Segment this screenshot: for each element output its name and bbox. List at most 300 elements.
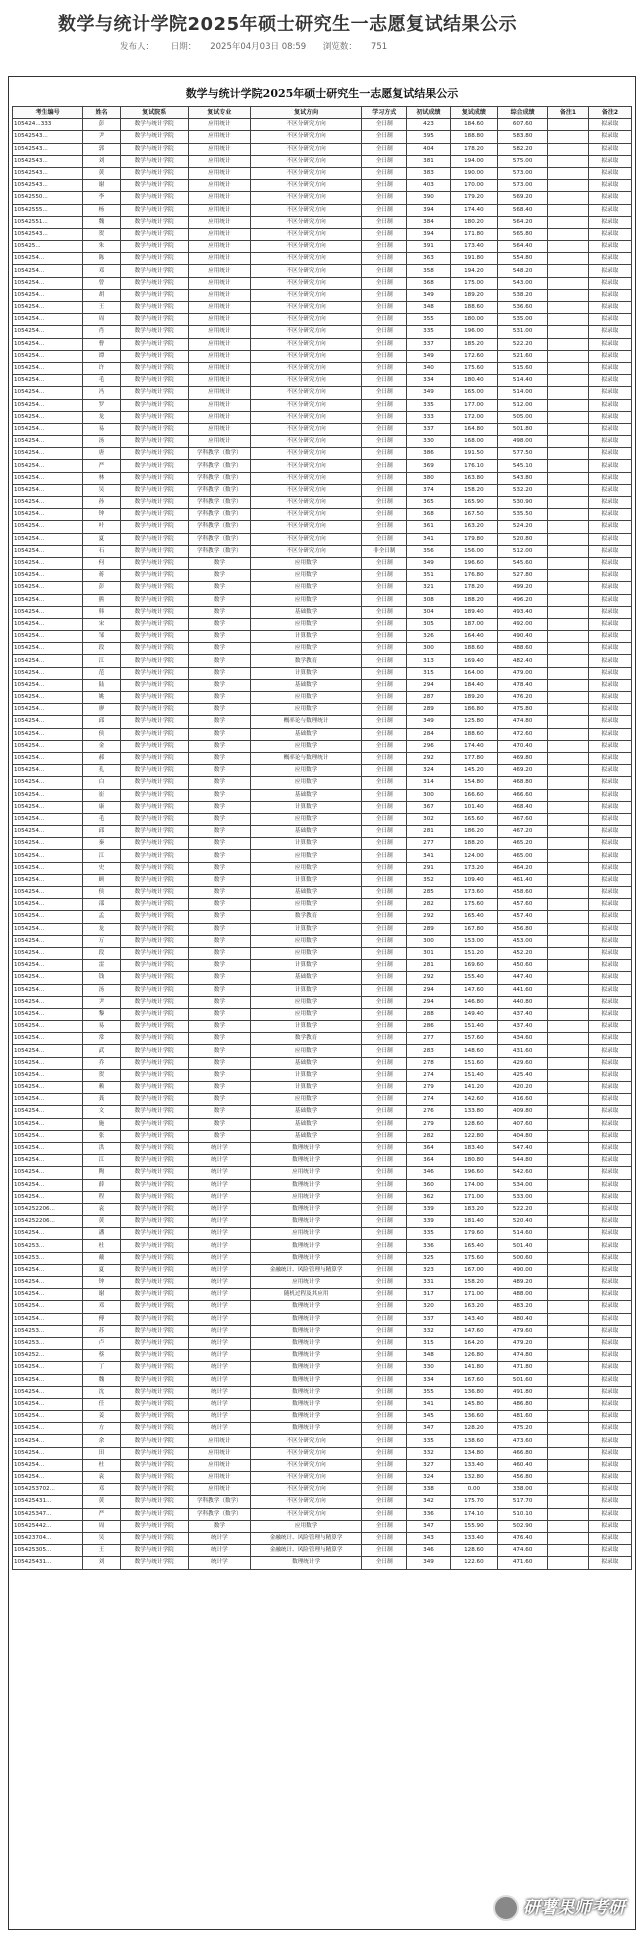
table-cell: 289 (407, 923, 450, 935)
table-cell: 拟录取 (588, 1130, 631, 1142)
table-cell: 全日制 (362, 448, 407, 460)
table-cell: 479.60 (498, 1325, 548, 1337)
table-cell: 300 (407, 643, 450, 655)
table-cell: 数学与统计学院 (120, 1057, 188, 1069)
table-cell (548, 850, 589, 862)
table-cell: 不区分研究方向 (251, 216, 362, 228)
table-cell: 赖 (83, 1082, 120, 1094)
table-cell: 拟录取 (588, 497, 631, 509)
table-cell (548, 1021, 589, 1033)
table-row (13, 813, 632, 825)
table-cell: 339 (407, 1203, 450, 1215)
table-cell: 349 (407, 557, 450, 569)
table-cell: 应用数学 (251, 740, 362, 752)
table-cell: 1054254... (13, 740, 83, 752)
table-cell: 不区分研究方向 (251, 545, 362, 557)
table-cell: 317 (407, 1289, 450, 1301)
table-row (13, 1459, 632, 1471)
table-cell: 472.60 (498, 728, 548, 740)
table-cell: 拟录取 (588, 265, 631, 277)
table-cell: 黄 (83, 167, 120, 179)
table-cell: 拟录取 (588, 679, 631, 691)
table-cell: 全日制 (362, 740, 407, 752)
table-cell: 全日制 (362, 314, 407, 326)
table-cell: 全日制 (362, 241, 407, 253)
table-row (13, 923, 632, 935)
table-cell: 数学与统计学院 (120, 155, 188, 167)
table-cell: 数学 (188, 740, 250, 752)
table-cell: 数学与统计学院 (120, 1350, 188, 1362)
table-row (13, 326, 632, 338)
table-cell: 530.90 (498, 497, 548, 509)
table-cell: 184.40 (450, 679, 498, 691)
table-cell: 1054254... (13, 679, 83, 691)
table-cell: 147.60 (450, 984, 498, 996)
table-cell: 数学 (188, 1045, 250, 1057)
table-cell: 拟录取 (588, 1228, 631, 1240)
table-cell: 395 (407, 131, 450, 143)
table-cell: 全日制 (362, 570, 407, 582)
table-cell (548, 1557, 589, 1569)
table-cell: 全日制 (362, 679, 407, 691)
table-cell: 289 (407, 704, 450, 716)
table-cell: 456.80 (498, 923, 548, 935)
table-cell: 数理统计学 (251, 1398, 362, 1410)
table-cell: 577.50 (498, 448, 548, 460)
table-cell: 应用统计 (188, 1459, 250, 1471)
table-cell: 数学与统计学院 (120, 399, 188, 411)
table-cell: 151.40 (450, 1021, 498, 1033)
table-cell: 拟录取 (588, 1094, 631, 1106)
table-cell: 数学与统计学院 (120, 180, 188, 192)
table-cell: 数学 (188, 923, 250, 935)
table-row (13, 448, 632, 460)
table-cell: 1054253... (13, 1325, 83, 1337)
table-row (13, 375, 632, 387)
table-cell: 统计学 (188, 1252, 250, 1264)
watermark-logo-icon (493, 1895, 519, 1921)
table-cell (548, 1264, 589, 1276)
table-cell (548, 1435, 589, 1447)
table-cell: 全日制 (362, 436, 407, 448)
table-cell: 雷 (83, 960, 120, 972)
table-cell: 统计学 (188, 1240, 250, 1252)
table-cell: 学科教学（数学） (188, 460, 250, 472)
table-cell: 166.60 (450, 789, 498, 801)
table-cell: 金融统计、风险管理与精算学 (251, 1264, 362, 1276)
table-cell: 473.60 (498, 1435, 548, 1447)
table-row (13, 899, 632, 911)
table-cell: 136.80 (450, 1386, 498, 1398)
table-cell: 数学与统计学院 (120, 1545, 188, 1557)
table-cell: 不区分研究方向 (251, 204, 362, 216)
table-row (13, 1167, 632, 1179)
table-cell: 史 (83, 862, 120, 874)
table-cell: 524.20 (498, 521, 548, 533)
table-cell: 应用数学 (251, 777, 362, 789)
table-cell: 466.60 (498, 789, 548, 801)
table-cell: 165.60 (450, 813, 498, 825)
table-cell: 469.80 (498, 752, 548, 764)
table-cell: 数学与统计学院 (120, 1021, 188, 1033)
table-cell: 数理统计学 (251, 1216, 362, 1228)
table-row (13, 777, 632, 789)
table-cell: 万 (83, 935, 120, 947)
table-cell (548, 1313, 589, 1325)
table-cell (548, 436, 589, 448)
table-cell (548, 545, 589, 557)
table-cell (548, 131, 589, 143)
table-cell: 全日制 (362, 265, 407, 277)
table-row (13, 180, 632, 192)
table-cell: 141.20 (450, 1082, 498, 1094)
table-cell: 严 (83, 460, 120, 472)
table-cell: 拟录取 (588, 740, 631, 752)
table-cell (548, 1069, 589, 1081)
table-cell: 数学与统计学院 (120, 1216, 188, 1228)
table-cell: 数理统计学 (251, 1325, 362, 1337)
table-cell: 全日制 (362, 1313, 407, 1325)
table-cell: 易 (83, 1021, 120, 1033)
table-cell: 计算数学 (251, 1021, 362, 1033)
table-cell: 数学 (188, 643, 250, 655)
table-row (13, 362, 632, 374)
table-cell: 应用统计 (188, 216, 250, 228)
table-cell: 349 (407, 1557, 450, 1569)
table-cell: 501.60 (498, 1374, 548, 1386)
table-cell: 380 (407, 472, 450, 484)
table-cell: 全日制 (362, 1155, 407, 1167)
table-cell: 孔 (83, 765, 120, 777)
table-cell: 全日制 (362, 1216, 407, 1228)
table-cell: 程 (83, 1191, 120, 1203)
table-cell: 全日制 (362, 594, 407, 606)
table-cell: 1054254... (13, 1057, 83, 1069)
table-cell: 573.00 (498, 180, 548, 192)
table-cell: 数学与统计学院 (120, 789, 188, 801)
table-cell: 拟录取 (588, 192, 631, 204)
table-cell: 468.40 (498, 801, 548, 813)
table-row (13, 1313, 632, 1325)
table-cell: 数学与统计学院 (120, 1398, 188, 1410)
table-cell: 336 (407, 1240, 450, 1252)
table-cell: 175.60 (450, 1252, 498, 1264)
table-cell: 全日制 (362, 1496, 407, 1508)
table-cell: 全日制 (362, 1398, 407, 1410)
table-cell: 367 (407, 801, 450, 813)
table-cell: 罗 (83, 399, 120, 411)
table-cell: 江 (83, 655, 120, 667)
table-cell: 338.00 (498, 1484, 548, 1496)
table-cell: 364 (407, 1142, 450, 1154)
table-cell: 全日制 (362, 521, 407, 533)
table-cell: 281 (407, 826, 450, 838)
table-cell: 1054254... (13, 265, 83, 277)
table-cell: 概率论与数理统计 (251, 716, 362, 728)
table-cell: 337 (407, 338, 450, 350)
table-cell: 数学与统计学院 (120, 143, 188, 155)
table-cell: 邱 (83, 716, 120, 728)
table-cell: 全日制 (362, 1277, 407, 1289)
table-cell: 数学与统计学院 (120, 326, 188, 338)
table-cell: 拟录取 (588, 704, 631, 716)
table-row (13, 838, 632, 850)
table-cell: 不区分研究方向 (251, 448, 362, 460)
table-cell: 全日制 (362, 704, 407, 716)
table-cell: 358 (407, 265, 450, 277)
table-cell: 拟录取 (588, 728, 631, 740)
table-row (13, 1203, 632, 1215)
table-cell: 1054254... (13, 1155, 83, 1167)
table-cell: 404 (407, 143, 450, 155)
table-cell: 141.80 (450, 1362, 498, 1374)
table-cell: 1054254... (13, 1045, 83, 1057)
table-cell: 334 (407, 375, 450, 387)
table-cell: 533.00 (498, 1191, 548, 1203)
table-cell: 曾 (83, 277, 120, 289)
table-cell: 327 (407, 1459, 450, 1471)
table-row (13, 1337, 632, 1349)
table-cell: 不区分研究方向 (251, 338, 362, 350)
table-cell: 534.00 (498, 1179, 548, 1191)
table-cell: 174.10 (450, 1508, 498, 1520)
table-cell: 274 (407, 1069, 450, 1081)
table-cell: 数学与统计学院 (120, 606, 188, 618)
table-cell: 105423704... (13, 1532, 83, 1544)
table-cell: 数学与统计学院 (120, 1423, 188, 1435)
table-cell: 段 (83, 643, 120, 655)
table-cell: 数学与统计学院 (120, 728, 188, 740)
table-cell: 周 (83, 1520, 120, 1532)
column-header: 考生编号 (13, 107, 83, 119)
table-row (13, 1179, 632, 1191)
table-cell: 536.60 (498, 302, 548, 314)
table-cell: 应用数学 (251, 557, 362, 569)
table-cell: 数学与统计学院 (120, 838, 188, 850)
table-row (13, 228, 632, 240)
table-cell: 全日制 (362, 935, 407, 947)
table-cell: 数学与统计学院 (120, 1337, 188, 1349)
column-header: 备注2 (588, 107, 631, 119)
table-cell: 全日制 (362, 777, 407, 789)
table-cell: 数学与统计学院 (120, 887, 188, 899)
table-cell: 拟录取 (588, 241, 631, 253)
table-cell: 数学与统计学院 (120, 1496, 188, 1508)
table-cell: 方 (83, 1423, 120, 1435)
table-row (13, 557, 632, 569)
table-row (13, 1008, 632, 1020)
table-cell: 476.20 (498, 692, 548, 704)
table-cell: 1054254... (13, 1277, 83, 1289)
table-cell: 全日制 (362, 728, 407, 740)
table-row (13, 484, 632, 496)
table-cell: 1054254... (13, 1264, 83, 1276)
table-cell: 450.60 (498, 960, 548, 972)
table-cell: 346 (407, 1167, 450, 1179)
table-cell: 154.80 (450, 777, 498, 789)
table-cell: 492.00 (498, 618, 548, 630)
table-cell: 数学与统计学院 (120, 1191, 188, 1203)
table-cell: 彭 (83, 119, 120, 131)
table-cell: 全日制 (362, 850, 407, 862)
table-cell: 数学 (188, 728, 250, 740)
table-cell (548, 375, 589, 387)
table-cell: 数学与统计学院 (120, 801, 188, 813)
table-cell: 474.80 (498, 716, 548, 728)
table-cell: 拟录取 (588, 1179, 631, 1191)
table-cell: 292 (407, 752, 450, 764)
table-cell: 数学与统计学院 (120, 338, 188, 350)
table-cell (548, 972, 589, 984)
table-row (13, 716, 632, 728)
table-cell: 188.60 (450, 302, 498, 314)
page-header (0, 0, 640, 68)
table-cell: 全日制 (362, 1130, 407, 1142)
publisher-label: 发布人： (120, 42, 155, 52)
table-row (13, 1106, 632, 1118)
table-cell: 1054254... (13, 1179, 83, 1191)
table-cell: 全日制 (362, 1301, 407, 1313)
table-cell: 607.60 (498, 119, 548, 131)
table-cell: 应用统计 (188, 180, 250, 192)
table-cell: 1054254... (13, 716, 83, 728)
table-row (13, 1277, 632, 1289)
table-cell: 应用数学 (251, 582, 362, 594)
column-header: 复试专业 (188, 107, 250, 119)
table-cell (548, 484, 589, 496)
table-cell: 全日制 (362, 1008, 407, 1020)
table-cell (548, 338, 589, 350)
table-cell: 338 (407, 1484, 450, 1496)
table-cell: 全日制 (362, 1423, 407, 1435)
table-cell: 全日制 (362, 789, 407, 801)
table-cell: 统计学 (188, 1362, 250, 1374)
table-cell: 拟录取 (588, 1496, 631, 1508)
table-cell (548, 1130, 589, 1142)
table-cell (548, 1118, 589, 1130)
table-cell: 279 (407, 1118, 450, 1130)
table-cell: 全日制 (362, 289, 407, 301)
table-cell: 拟录取 (588, 1118, 631, 1130)
table-cell: 478.40 (498, 679, 548, 691)
table-cell: 10542543... (13, 228, 83, 240)
table-cell: 457.40 (498, 911, 548, 923)
table-cell: 数学与统计学院 (120, 1008, 188, 1020)
table-cell: 应用数学 (251, 813, 362, 825)
table-cell: 320 (407, 1301, 450, 1313)
table-cell: 拟录取 (588, 911, 631, 923)
table-cell: 1054254... (13, 960, 83, 972)
table-cell: 349 (407, 387, 450, 399)
table-cell: 拟录取 (588, 1008, 631, 1020)
table-cell: 全日制 (362, 1167, 407, 1179)
table-cell: 167.80 (450, 923, 498, 935)
table-cell: 数学与统计学院 (120, 704, 188, 716)
table-cell (548, 1423, 589, 1435)
table-cell: 统计学 (188, 1228, 250, 1240)
table-cell (548, 826, 589, 838)
table-cell: 181.40 (450, 1216, 498, 1228)
table-row (13, 1228, 632, 1240)
table-cell: 全日制 (362, 1069, 407, 1081)
table-cell: 不区分研究方向 (251, 192, 362, 204)
table-cell: 515.60 (498, 362, 548, 374)
table-cell: 廖 (83, 704, 120, 716)
table-cell: 334 (407, 1374, 450, 1386)
table-cell: 全日制 (362, 655, 407, 667)
table-cell: 461.40 (498, 874, 548, 886)
table-cell: 1054253... (13, 1252, 83, 1264)
table-cell: 1054254... (13, 1411, 83, 1423)
table-cell: 343 (407, 1532, 450, 1544)
table-cell: 全日制 (362, 1057, 407, 1069)
table-cell: 522.20 (498, 1203, 548, 1215)
table-cell: 409.80 (498, 1106, 548, 1118)
table-cell: 数学与统计学院 (120, 667, 188, 679)
table-cell: 基础数学 (251, 728, 362, 740)
table-cell (548, 265, 589, 277)
table-cell: 全日制 (362, 509, 407, 521)
table-cell: 467.60 (498, 813, 548, 825)
table-cell (548, 679, 589, 691)
table-cell: 数学与统计学院 (120, 923, 188, 935)
table-cell: 数学与统计学院 (120, 131, 188, 143)
table-cell: 拟录取 (588, 935, 631, 947)
table-cell: 数学与统计学院 (120, 594, 188, 606)
table-row (13, 1447, 632, 1459)
table-cell: 金融统计、风险管理与精算学 (251, 1532, 362, 1544)
table-cell: 邓 (83, 1301, 120, 1313)
table-cell: 全日制 (362, 228, 407, 240)
table-cell: 数学与统计学院 (120, 472, 188, 484)
table-cell: 数学与统计学院 (120, 1033, 188, 1045)
table-cell: 拟录取 (588, 631, 631, 643)
column-header: 复试方向 (251, 107, 362, 119)
table-cell: 全日制 (362, 716, 407, 728)
table-cell: 拟录取 (588, 1264, 631, 1276)
table-cell: 全日制 (362, 838, 407, 850)
table-cell (548, 1325, 589, 1337)
table-cell: 拟录取 (588, 1459, 631, 1471)
table-cell: 1054253702... (13, 1484, 83, 1496)
table-cell: 不区分研究方向 (251, 399, 362, 411)
table-cell: 300 (407, 789, 450, 801)
table-cell (548, 1045, 589, 1057)
table-cell: 邓 (83, 1484, 120, 1496)
table-cell (548, 533, 589, 545)
table-cell: 189.20 (450, 289, 498, 301)
table-cell: 全日制 (362, 1459, 407, 1471)
table-row (13, 131, 632, 143)
table-cell: 拟录取 (588, 1142, 631, 1154)
table-row (13, 801, 632, 813)
table-cell (548, 935, 589, 947)
table-cell: 164.20 (450, 1337, 498, 1349)
table-cell: 1054254... (13, 545, 83, 557)
table-cell: 应用数学 (251, 570, 362, 582)
table-cell: 476.40 (498, 1532, 548, 1544)
table-cell: 1054254... (13, 1447, 83, 1459)
table-cell: 吴 (83, 1532, 120, 1544)
table-cell (548, 1094, 589, 1106)
table-cell: 拟录取 (588, 1411, 631, 1423)
table-cell: 1054254... (13, 801, 83, 813)
table-cell (548, 1532, 589, 1544)
table-cell: 吴 (83, 484, 120, 496)
table-cell: 133.40 (450, 1459, 498, 1471)
table-cell: 351 (407, 570, 450, 582)
table-cell (548, 1484, 589, 1496)
